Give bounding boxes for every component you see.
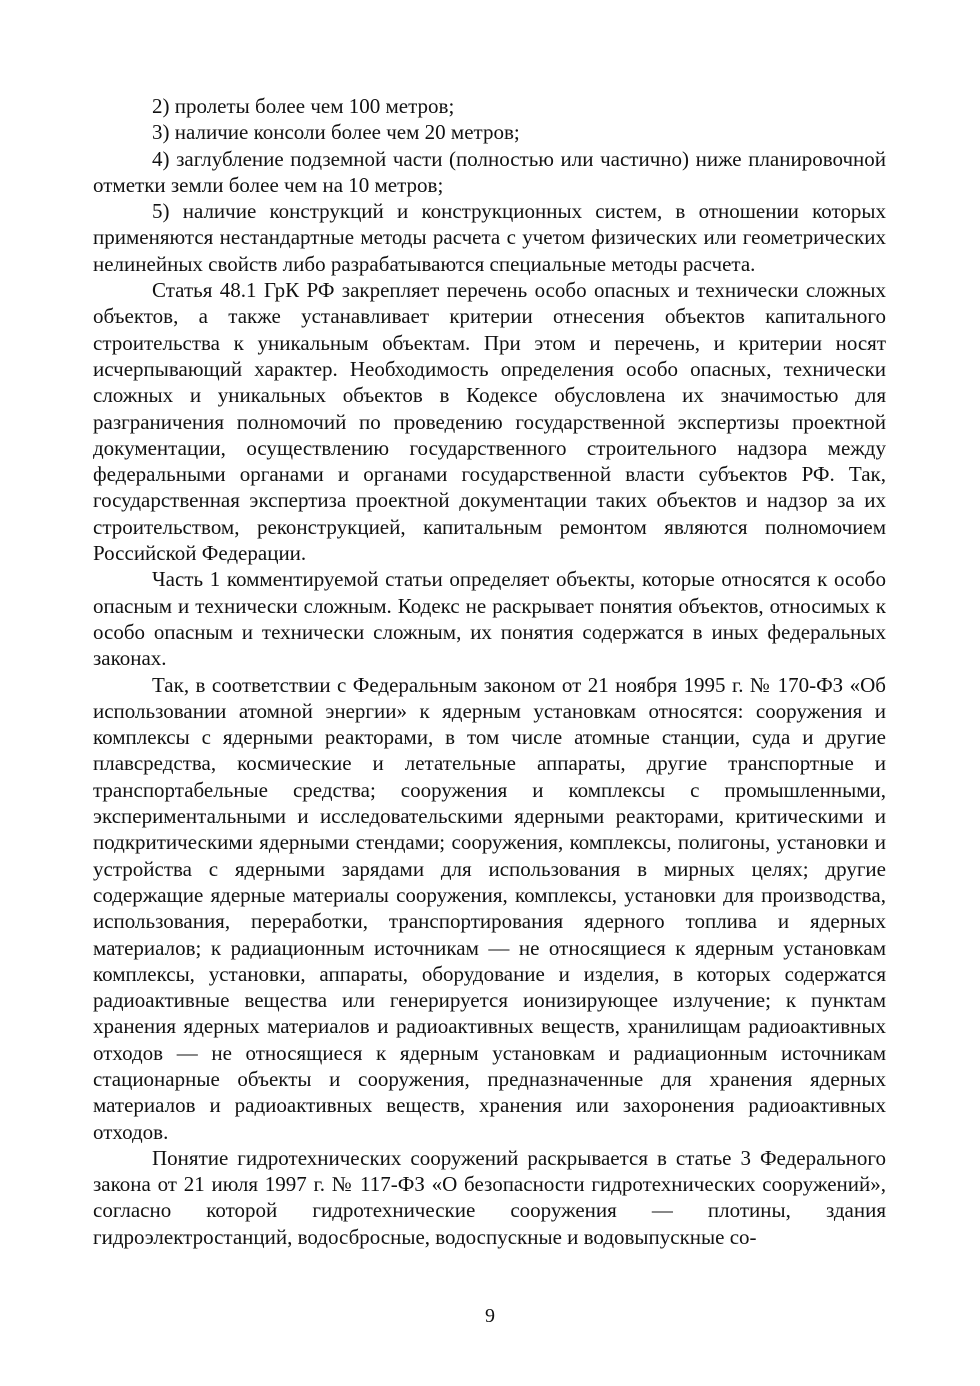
paragraph-atomic-energy: Так, в соответствии с Федеральным законом от 21 ноября 1995 г. № 170-ФЗ «Об использовании атомной энергии» к ядерным установкам относятся: сооружения и комплексы с ядерными реакторами, в том числе атомные станции, суда и другие плавсредства, космические и летательные аппараты, другие транспортные и транспортабельные средства; сооружения и комплексы с промышленными, экспериментальными и исследовательскими ядерными реакторами, критическими и подкритическими ядерными стендами; сооружения, комплексы, полигоны, установки и устройства с ядерными зарядами для использования в мирных целях; другие содержащие ядерные материалы сооружения, комплексы, установки для производства, использования, переработки, транспортирования ядерного топлива и ядерных материалов; к радиационным источникам — не относящиеся к ядерным установкам комплексы, установки, аппараты, оборудование и изделия, в которых содержатся радиоактивные вещества или генерируется ионизирующее излучение; к пунктам хранения ядерных материалов и радиоактивных веществ, хранилищам радиоактивных отходов — не относящиеся к ядерным установкам и радиационным источникам стационарные объекты и сооружения, предназначенные для хранения ядерных материалов и радиоактивных веществ, хранения или захоронения радиоактивных отходов.	[93, 672, 886, 1144]
list-item-structures: 5) наличие конструкций и конструкционных систем, в отношении которых применяются нестандартные методы расчета с учетом физических или геометрических нелинейных свойств либо разрабатываются специальные методы расчета.	[93, 199, 886, 276]
paragraph-article-48-1: Статья 48.1 ГрК РФ закрепляет перечень особо опасных и технически сложных объектов, а также устанавливает критерии отнесения объектов капитального строительства к уникальным объектам. При этом и перечень, и критерии носят исчерпывающий характер. Необходимость определения особо опасных, технически сложных и уникальных объектов в Кодексе обусловлена их значимостью для разграничения полномочий по проведению государственной экспертизы проектной документации, осуществлению государственного строительного надзора между федеральными органами и органами государственной власти субъектов РФ. Так, государственная экспертиза проектной документации таких объектов и надзор за их строительством, реконструкцией, капитальным ремонтом являются полномочием Российской Федерации.	[93, 278, 886, 566]
document-page	[93, 93, 886, 1250]
list-item-spans: 2) пролеты более чем 100 метров;	[152, 94, 455, 118]
list-item-console: 3) наличие консоли более чем 20 метров;	[152, 120, 520, 145]
list-item-underground: 4) заглубление подземной части (полностью или частично) ниже планировочной отметки земли более чем на 10 метров;	[93, 146, 886, 197]
paragraph-hydrotechnical: Понятие гидротехнических сооружений раскрывается в статье 3 Федерального закона от 21 июля 1997 г. № 117-ФЗ «О безопасности гидротехнических сооружений», согласно которой гидротехнические сооружения — плотины, здания гидроэлектростанций, водосбросные, водоспускные и водовыпускные со-	[93, 1145, 886, 1249]
page-number: 9	[485, 1305, 495, 1327]
paragraph-part-1: Часть 1 комментируемой статьи определяет объекты, которые относятся к особо опасным и технически сложным. Кодекс не раскрывает понятия объектов, относимых к особо опасным и технически сложным, их понятия содержатся в иных федеральных законах.	[93, 567, 886, 671]
